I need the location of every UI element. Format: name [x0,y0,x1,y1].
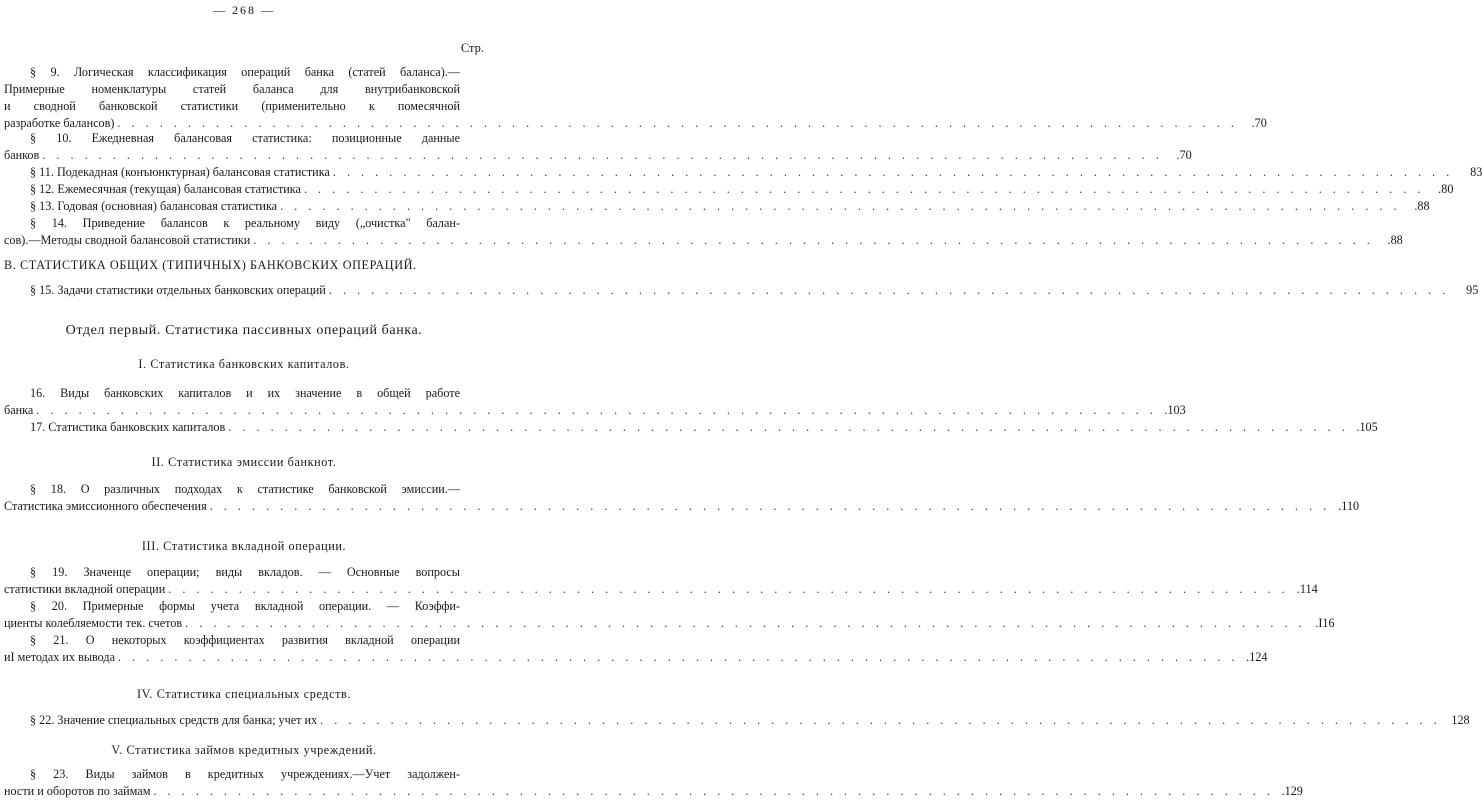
page-ref: 128 [1451,713,1470,727]
toc-entry-19 [4,564,1318,598]
entry-line: § 14. Приведение балансов к реальному виду („очистка" балан- [30,216,460,230]
page-ref: .114 [1296,582,1318,596]
toc-entry-12 [4,181,1454,198]
toc-entry-9 [4,64,1267,132]
toc-entry-23 [4,766,1303,800]
entry-line: § 10. Ежедневная балансовая статистика: позиционные данные [30,131,460,145]
entry-line: ности и оборотов по займам [4,784,151,798]
toc-entry-17 [4,419,1378,436]
entry-line: § 11. Подекадная (конъюнктурная) балансовая статистика [30,165,330,179]
part-title: Отдел первый. Статистика пассивных операций банка. [65,323,423,338]
page-ref: .88 [1414,199,1430,213]
leader-dots [185,615,1305,632]
page-ref: .103 [1164,403,1186,417]
leader-dots [329,282,1449,299]
entry-line: § 19. Значенце операции; виды вкладов. — Основные вопросы [30,565,460,579]
entry-line: § 13. Годовая (основная) балансовая статистика [30,199,278,213]
page-ref: .I16 [1315,616,1335,630]
toc-entry-22 [4,712,1470,729]
entry-line: сов).—Методы сводной балансовой статистики [4,233,251,247]
toc-entry-10 [4,130,1192,164]
page-ref: .70 [1176,148,1192,162]
entry-line: § 20. Примерные формы учета вкладной операции. — Коэффи- [30,599,460,613]
leader-dots [280,198,1400,215]
entry-line: § 23. Виды займов в кредитных учреждениях.—Учет задолжен- [30,767,460,781]
entry-line: § 9. Логическая классификация операций банка (статей баланса).— [30,65,460,79]
entry-line: § 12. Ежемесячная (текущая) балансовая статистика [30,182,301,196]
leader-dots [304,181,1424,198]
chapter-3-title: III. Статистика вкладной операции. [141,539,347,553]
page-ref: .70 [1251,116,1267,130]
entry-line: § 21. О некоторых коэффициентах развития вкладной операции [30,633,460,647]
toc-entry-20 [4,598,1335,632]
page-ref: 95 [1466,283,1479,297]
leader-dots [118,649,1238,666]
entry-line: разработке балансов) [4,116,115,130]
toc-entry-11 [4,164,1482,181]
entry-line: иI методах их вывода [4,650,116,664]
leader-dots [320,712,1440,729]
entry-line: банка [4,403,34,417]
entry-line: § 15. Задачи статистики отдельных банковских операций [30,283,326,297]
entry-line: § 22. Значение специальных средств для банка; учет их [30,713,318,727]
section-b-heading: В. СТАТИСТИКА ОБЩИХ (ТИПИЧНЫХ) БАНКОВСКИХ ОПЕРАЦИЙ. [4,258,417,272]
entry-line: Примерные номенклатуры статей баланса для внутрибанковской [4,82,460,96]
chapter-1-title: I. Статистика банковских капиталов. [138,357,350,371]
leader-dots [153,783,1273,800]
entry-line: 17. Статистика банковских капиталов [30,420,226,434]
entry-line: Статистика эмиссионного обеспечения [4,499,207,513]
entry-line: статистики вкладной операции [4,582,166,596]
leader-dots [36,402,1156,419]
toc-entry-21 [4,632,1268,666]
entry-line: банков [4,148,40,162]
leader-dots [210,498,1330,515]
page-number: — 268 — [213,3,275,17]
page-ref: .80 [1438,182,1454,196]
page-ref: 83 [1470,165,1482,179]
entry-line: и сводной банковской статистики (применительно к помесячной [4,99,460,113]
page-ref: .129 [1281,784,1303,798]
chapter-4-title: IV. Статистика специальных средств. [136,687,352,701]
leader-dots [168,581,1288,598]
page-ref: .88 [1387,233,1403,247]
leader-dots [42,147,1162,164]
page-ref: .124 [1246,650,1268,664]
entry-line: § 18. О различных подходах к статистике банковской эмиссии.— [30,482,460,496]
page-ref: .105 [1356,420,1378,434]
entry-line: 16. Виды банковских капиталов и их значение в общей работе [30,386,460,400]
toc-entry-18 [4,481,1360,515]
leader-dots [253,232,1373,249]
page-column-label: Стр. [460,41,484,55]
toc-entry-13 [4,198,1430,215]
toc-entry-16 [4,385,1186,419]
entry-line: циенты колебляемости тек. счетов [4,616,183,630]
leader-dots [228,419,1348,436]
chapter-2-title: II. Статистика эмиссии банкнот. [151,455,337,469]
toc-entry-15 [4,282,1479,299]
toc-entry-14 [4,215,1403,249]
chapter-5-title: V. Статистика займов кредитных учреждений. [111,743,377,757]
page-ref: .110 [1338,499,1360,513]
leader-dots [333,164,1453,181]
